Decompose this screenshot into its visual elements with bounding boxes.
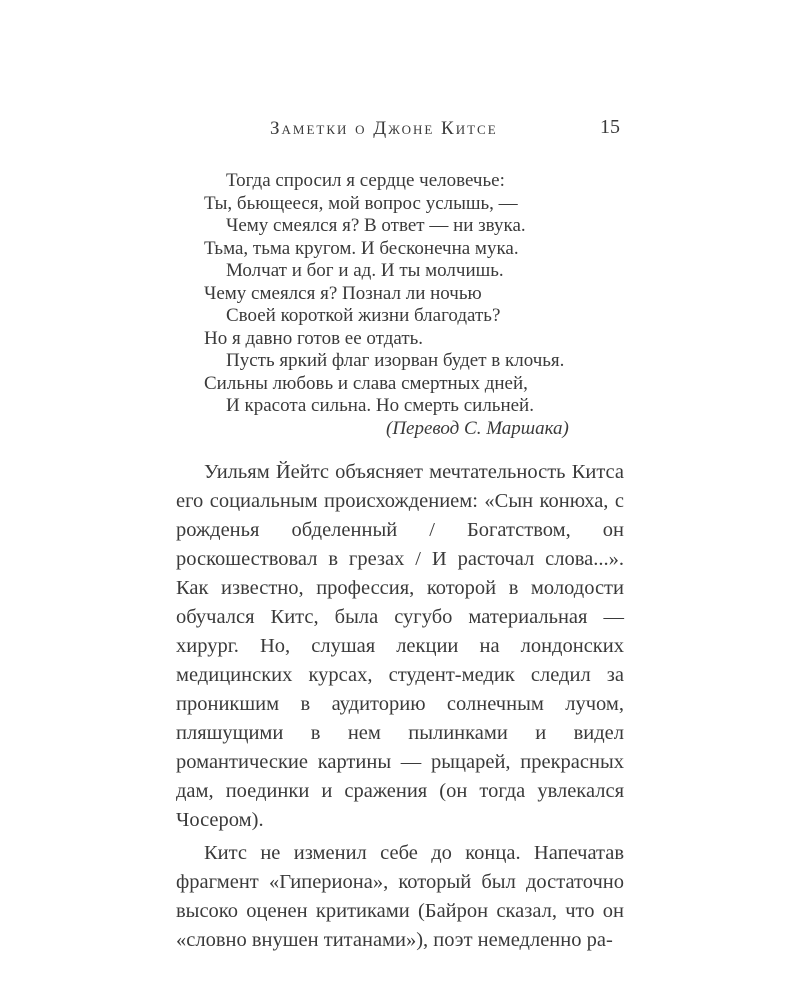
translation-credit: (Перевод С. Маршака) (386, 417, 569, 439)
poem-line: Ты, бьющееся, мой вопрос услышь, — (204, 192, 518, 214)
poem-line: Пусть яркий флаг изорван будет в клочья. (226, 350, 565, 371)
poem-line: Своей короткой жизни благодать? (226, 305, 501, 326)
poem-line: Молчат и бог и ад. И ты молчишь. (226, 260, 504, 281)
poem-line: Тогда спросил я сердце человечье: (226, 170, 505, 191)
poem-line: Чему смеялся я? В ответ — ни звука. (226, 215, 526, 236)
poem-quote (204, 170, 624, 440)
page-number: 15 (600, 116, 620, 138)
poem-line: Сильны любовь и слава смертных дней, (204, 372, 528, 394)
body-text (176, 458, 624, 955)
poem-line: Но я давно готов ее отдать. (204, 327, 424, 349)
poem-line: И красота сильна. Но смерть сильней. (226, 395, 534, 416)
poem-line: Чему смеялся я? Познал ли ночью (204, 282, 482, 304)
running-title: Заметки о Джоне Китсе (270, 118, 498, 139)
paragraph: Китс не изменил себе до конца. Напечатав фрагмент «Гипериона», который был достаточно высоко оценен критиками (Байрон сказал, что он «словно внушен титанами»), поэт немедленно ра- (176, 842, 624, 951)
poem-line: Тьма, тьма кругом. И бесконечна мука. (204, 237, 519, 259)
paragraph: Уильям Йейтс объясняет мечтательность Китса его социальным происхождением: «Сын конюха, с рожденья обделенный / Богатством, он роскошествовал в грезах / И расточал слова...». Как известно, профессия, которой в молодости обучался Китс, была сугубо материальная — хирург. Но, слушая лекции на лондонских медицинских курсах, студент-медик следил за проникшим в аудиторию солнечным лучом, пляшущими в нем пылинками и видел романтические картины — рыцарей, прекрасных дам, поединки и сражения (он тогда увлекался Чосером). (176, 461, 624, 831)
